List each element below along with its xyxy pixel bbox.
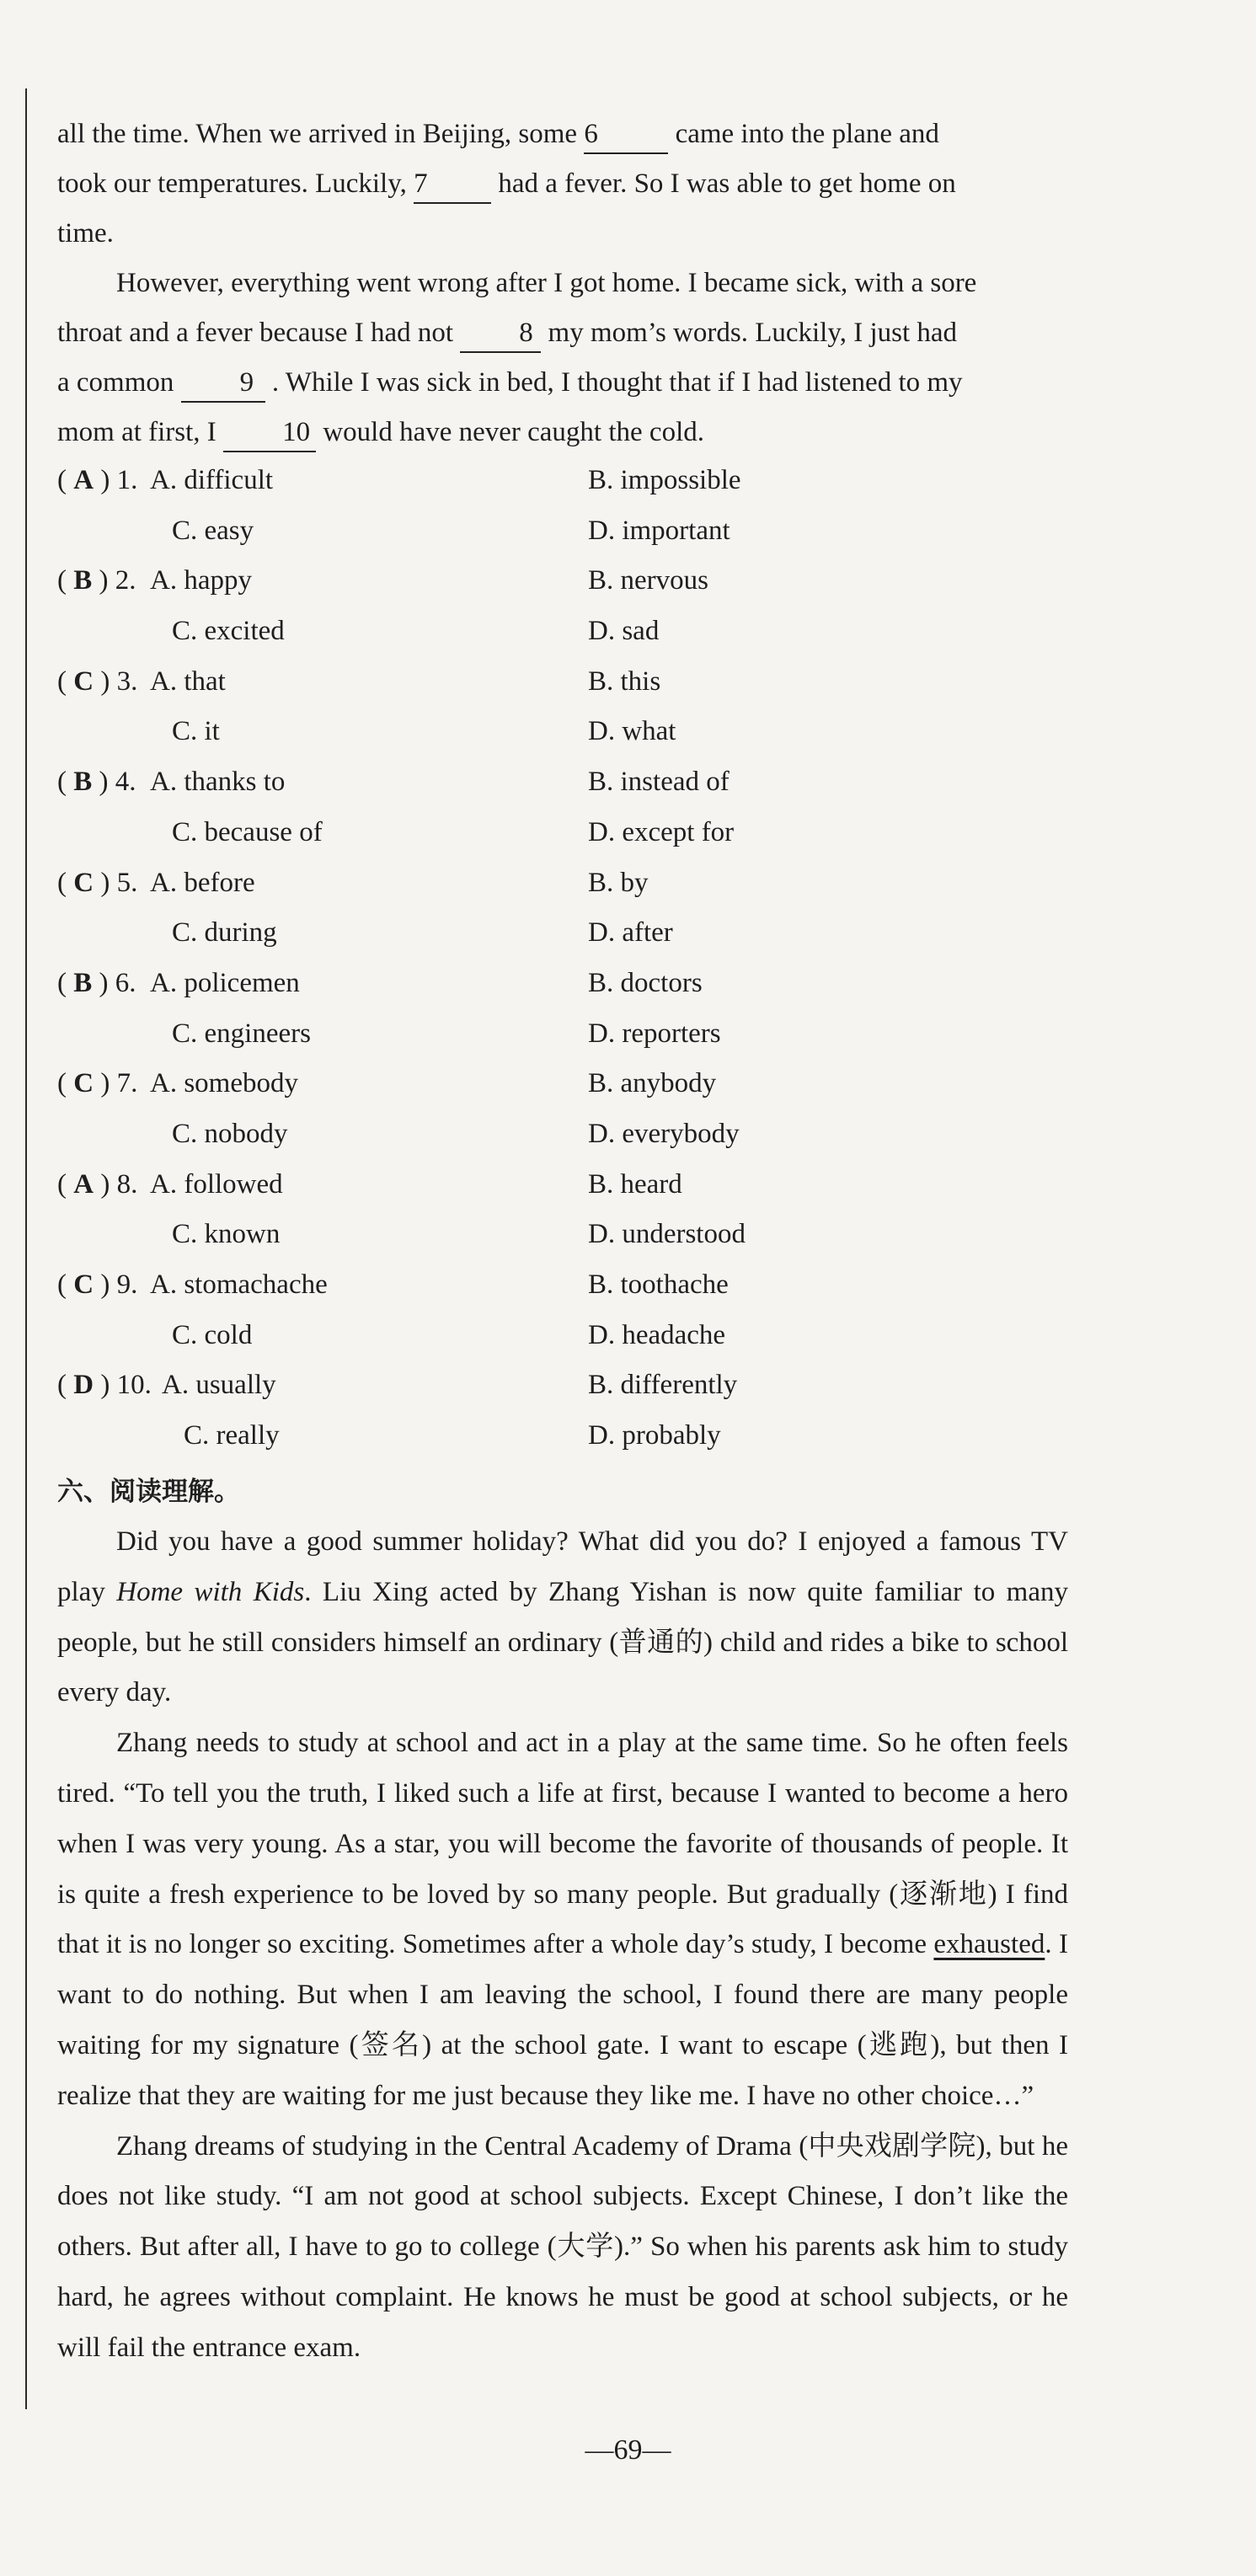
option-b: B. impossible (588, 465, 741, 495)
question-row (57, 1160, 984, 1211)
blank-7: 7 (414, 165, 491, 204)
option-d: D. understood (588, 1219, 746, 1250)
blank-10: 10 (223, 414, 316, 452)
question-number: 2. (115, 565, 136, 596)
option-d: D. everybody (588, 1118, 740, 1149)
cloze-text: throat and a fever because I had not (57, 318, 461, 348)
option-c: C. really (184, 1420, 280, 1451)
option-a: A. usually (162, 1370, 276, 1401)
blank-9: 9 (181, 364, 265, 403)
answer-letter: D (73, 1370, 94, 1401)
option-a: A. thanks to (150, 767, 286, 798)
option-c: C. because of (172, 816, 323, 847)
cloze-text: took our temperatures. Luckily, (57, 168, 414, 199)
option-b: B. doctors (588, 967, 703, 998)
passage-text: . Liu Xing acted by Zhang Yishan is now quite familiar to many people, but he still considers himself an ordinary (普通的) child and rides a bike to school every day. (57, 1576, 1068, 1708)
blank-8: 8 (460, 314, 541, 353)
answer-bracket: ( C ) 5. (57, 867, 138, 898)
answer-bracket: ( C ) 9. (57, 1269, 138, 1300)
option-c: C. excited (172, 616, 285, 647)
question-row (57, 506, 984, 557)
option-d: D. probably (588, 1420, 721, 1451)
cloze-text: mom at first, I (57, 417, 224, 447)
option-a: A. happy (150, 565, 252, 596)
question-row (57, 1311, 984, 1361)
cloze-text: . While I was sick in bed, I thought that if I had listened to my (265, 367, 963, 398)
question-row (57, 1059, 984, 1109)
answer-bracket: ( B ) 4. (57, 767, 136, 798)
question-number: 9. (116, 1269, 138, 1300)
cloze-paragraph-2 (57, 259, 1068, 457)
cloze-text: all the time. When we arrived in Beijing, some (57, 119, 585, 149)
answer-bracket: ( D ) 10. (57, 1370, 152, 1401)
option-a: A. before (150, 867, 255, 898)
question-number: 7. (116, 1068, 138, 1099)
passage-paragraph-3 (57, 2122, 1068, 2374)
option-b: B. nervous (588, 565, 708, 596)
question-number: 4. (115, 767, 136, 798)
option-c: C. known (172, 1219, 281, 1250)
question-row (57, 808, 984, 858)
option-a: A. somebody (150, 1068, 298, 1099)
option-d: D. headache (588, 1319, 726, 1350)
option-b: B. toothache (588, 1269, 729, 1300)
answer-bracket: ( C ) 3. (57, 665, 138, 697)
margin-rule (25, 88, 27, 2409)
answer-letter: B (73, 565, 93, 596)
question-number: 8. (116, 1168, 138, 1200)
question-options (57, 456, 984, 1462)
passage-paragraph-1 (57, 1517, 1068, 1718)
answer-letter: C (73, 1068, 94, 1099)
question-number: 6. (115, 967, 136, 998)
question-row (57, 858, 984, 909)
answer-letter: B (73, 767, 93, 798)
question-row (57, 657, 984, 708)
question-row (57, 757, 984, 808)
tv-play-title: Home with Kids (116, 1576, 305, 1607)
option-b: B. anybody (588, 1068, 717, 1099)
option-c: C. nobody (172, 1118, 288, 1149)
answer-bracket: ( A ) 1. (57, 465, 138, 495)
option-b: B. by (588, 867, 649, 898)
option-c: C. cold (172, 1319, 253, 1350)
option-c: C. during (172, 917, 277, 949)
question-row (57, 607, 984, 657)
question-row (57, 1009, 984, 1060)
passage-text: . I want to do nothing. But when I am leaving the school, I found there are many people waiting for my signature (签名) at the school gate. I want to escape (逃跑), but then I realize that they are waiting for me just because they like me. I have no other choice…” (57, 1929, 1068, 2111)
answer-letter: C (73, 1269, 94, 1300)
cloze-text: my mom’s words. Luckily, I just had (541, 318, 958, 348)
answer-letter: A (73, 1168, 94, 1200)
question-number: 10. (116, 1370, 152, 1401)
option-b: B. heard (588, 1168, 682, 1200)
answer-letter: C (73, 867, 94, 898)
cloze-text: came into the plane and (668, 119, 939, 149)
answer-bracket: ( A ) 8. (57, 1168, 138, 1200)
question-row (57, 707, 984, 757)
option-d: D. what (588, 716, 676, 747)
question-row (57, 908, 984, 959)
cloze-text: a common (57, 367, 181, 398)
option-d: D. important (588, 515, 730, 546)
question-number: 5. (116, 867, 138, 898)
option-b: B. instead of (588, 767, 730, 798)
cloze-text: However, everything went wrong after I got home. I became sick, with a sore (116, 268, 977, 298)
cloze-paragraph-1 (57, 110, 1068, 259)
page-number: —69— (585, 2434, 671, 2466)
option-a: A. followed (150, 1168, 283, 1200)
question-row (57, 1260, 984, 1311)
cloze-text: had a fever. So I was able to get home on (491, 168, 956, 199)
question-row (57, 1360, 984, 1411)
passage-text: Zhang dreams of studying in the Central Academy of Drama (中央戏剧学院), but he does not like study. “I am not good at school subjects. Except Chinese, I don’t like the others. But after all, I have to go to college (大学).” So when his parents ask him to study hard, he agrees without complaint. He knows he must be good at school subjects, or he will fail the entrance exam. (57, 2130, 1068, 2363)
option-b: B. differently (588, 1370, 738, 1401)
option-d: D. sad (588, 616, 660, 647)
option-c: C. engineers (172, 1018, 311, 1049)
answer-bracket: ( B ) 2. (57, 565, 136, 596)
cloze-text: would have never caught the cold. (316, 417, 704, 447)
option-a: A. that (150, 665, 226, 697)
answer-bracket: ( C ) 7. (57, 1068, 138, 1099)
answer-letter: B (73, 967, 93, 998)
answer-letter: A (73, 465, 94, 495)
question-row (57, 959, 984, 1009)
option-c: C. it (172, 716, 220, 747)
option-a: A. stomachache (150, 1269, 328, 1300)
option-b: B. this (588, 665, 661, 697)
question-row (57, 1210, 984, 1260)
option-d: D. after (588, 917, 673, 949)
passage-text: Zhang needs to study at school and act in a play at the same time. So he often feels tired. “To tell you the truth, I liked such a life at first, because I wanted to become a hero when I was very young. As a star, you will become the favorite of thousands of people. It is quite a fresh experience to be loved by so many people. But gradually (逐渐地) I find that it is no longer so exciting. Sometimes after a whole day’s study, I become (57, 1728, 1068, 1960)
passage-paragraph-2 (57, 1718, 1068, 2121)
question-row (57, 456, 984, 506)
option-a: A. difficult (150, 465, 274, 495)
blank-6: 6 (584, 115, 668, 154)
question-number: 3. (116, 665, 138, 697)
option-d: D. except for (588, 816, 735, 847)
reading-passage (57, 1517, 1068, 2374)
question-row (57, 1411, 984, 1462)
option-d: D. reporters (588, 1018, 721, 1049)
cloze-passage (57, 110, 1068, 457)
underlined-word: exhausted (933, 1929, 1045, 1960)
answer-letter: C (73, 665, 94, 697)
question-row (57, 556, 984, 607)
section-heading: 六、阅读理解。 (57, 1477, 240, 1507)
option-c: C. easy (172, 515, 254, 546)
passage-text: Did you have a good summer holiday? What did you do? I enjoyed a famous TV play (57, 1526, 1068, 1607)
answer-bracket: ( B ) 6. (57, 967, 136, 998)
cloze-text: time. (57, 218, 114, 249)
option-a: A. policemen (150, 967, 300, 998)
question-number: 1. (116, 465, 138, 495)
question-row (57, 1109, 984, 1160)
